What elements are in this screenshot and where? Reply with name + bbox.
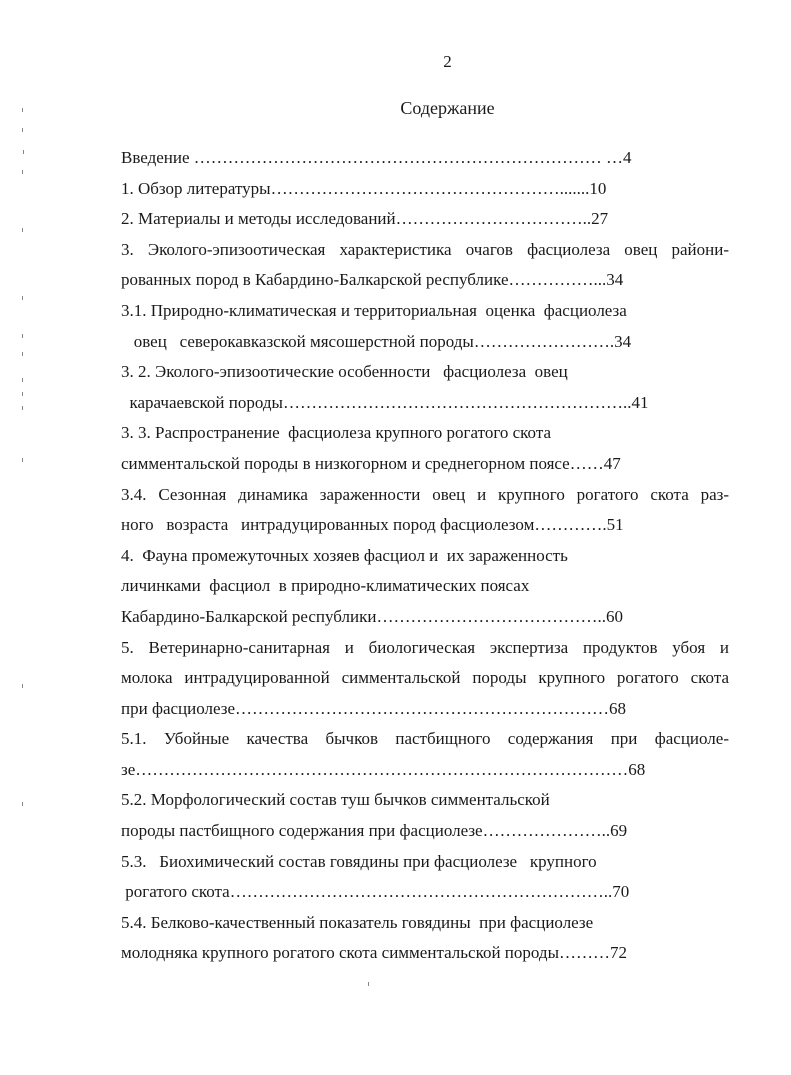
page-number: 2 (443, 52, 452, 71)
toc-line: 3. 2. Эколого-эпизоотические особенности фасциолеза овец (121, 362, 568, 382)
toc-line: 3.4. Сезонная динамика зараженности овец и крупного рогатого скота раз- (121, 484, 729, 504)
toc-line: 5.1. Убойные качества бычков пастбищного содержания при фасциоле- (121, 729, 729, 749)
toc-line: Кабардино-Балкарской республики…………………………………..60 (121, 606, 623, 626)
toc-line: 5.3. Биохимический состав говядины при фасциолезе крупного (121, 851, 597, 871)
page-title: Содержание (400, 98, 495, 118)
toc-line: симментальской породы в низкогорном и среднегорном поясе……47 (121, 453, 621, 473)
scan-mark (22, 352, 23, 356)
toc-line: 5.2. Морфологический состав туш бычков симментальской (121, 790, 550, 810)
toc-line: 3.1. Природно-климатическая и территориальная оценка фасциолеза (121, 300, 627, 320)
scan-mark (22, 458, 23, 462)
toc-line: 2. Материалы и методы исследований……………………………..27 (121, 209, 609, 229)
scan-mark (22, 378, 23, 382)
toc-line: ного возраста интрадуцированных пород фасциолезом………….51 (121, 515, 624, 535)
scan-mark (22, 802, 23, 806)
toc-line: 4. Фауна промежуточных хозяев фасциол и их зараженность (121, 545, 568, 565)
scan-mark (22, 108, 23, 112)
toc-line: рогатого скота…………………………………………………………..70 (121, 882, 630, 902)
toc-line: овец северокавказской мясошерстной породы…………………….34 (121, 331, 632, 351)
toc-line: 1. Обзор литературы…………………………………………….......10 (121, 178, 607, 198)
toc-line: карачаевской породы……………………………………………………..41 (121, 392, 649, 412)
toc-line: личинками фасциол в природно-климатических поясах (121, 576, 530, 596)
toc-line: 5. Ветеринарно-санитарная и биологическая экспертиза продуктов убоя и (121, 637, 729, 657)
toc-line: 3. Эколого-эпизоотическая характеристика очагов фасциолеза овец райони- (121, 239, 729, 259)
scan-mark (22, 228, 23, 232)
toc-line: Введение ……………………………………………………………… …4 (121, 148, 632, 167)
scan-mark (22, 392, 23, 396)
table-of-contents (121, 143, 729, 969)
scan-mark (22, 406, 23, 410)
toc-line: молока интрадуцированной симментальской породы крупного рогатого скота (121, 668, 729, 688)
scan-mark (22, 296, 23, 300)
toc-line: породы пастбищного содержания при фасциолезе…………………..69 (121, 821, 628, 841)
toc-line: рованных пород в Кабардино-Балкарской республике……………...34 (121, 270, 624, 290)
toc-line: при фасциолезе…………………………………………………………68 (121, 698, 627, 718)
toc-line: 3. 3. Распространение фасциолеза крупного рогатого скота (121, 423, 552, 443)
scan-mark (22, 334, 23, 338)
toc-line: зе……………………………………………………………………………68 (121, 759, 646, 779)
scan-mark (368, 982, 369, 986)
toc-line: молодняка крупного рогатого скота симментальской породы………72 (121, 943, 627, 963)
scan-mark (22, 170, 23, 174)
toc-line: 5.4. Белково-качественный показатель говядины при фасциолезе (121, 912, 594, 932)
scan-mark (23, 150, 24, 154)
scan-mark (22, 128, 23, 132)
scan-mark (22, 684, 23, 688)
